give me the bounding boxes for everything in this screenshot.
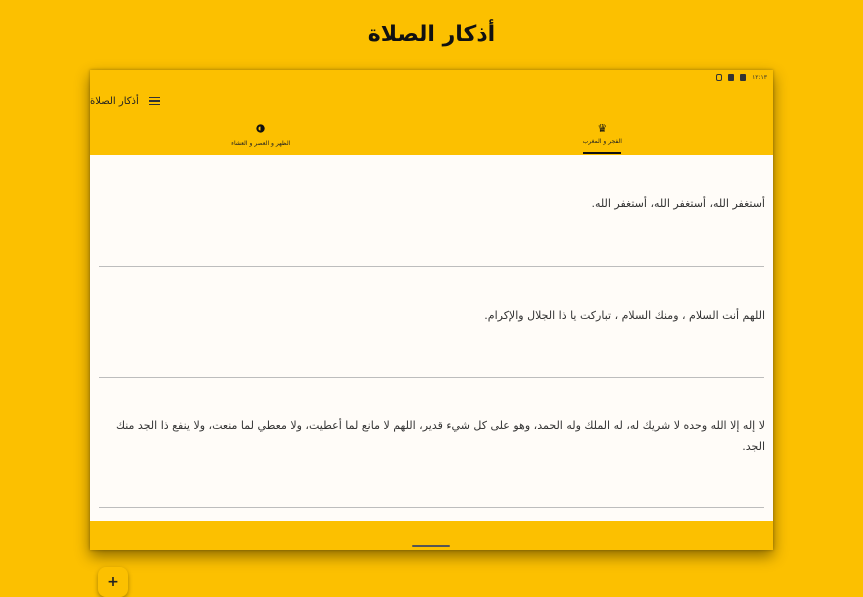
navigation-bar [90, 521, 773, 550]
tab-label: الظهر و العصر و العشاء [231, 140, 291, 147]
list-item [99, 155, 764, 267]
device-frame [90, 70, 773, 590]
home-handle[interactable] [412, 545, 450, 547]
list-item [99, 377, 764, 508]
zikr-text: اللهم أنت السلام ، ومنك السلام ، تباركت يا ذا الجلال والإكرام. [484, 309, 765, 322]
add-button[interactable]: + [98, 567, 128, 597]
zikr-text: لا إله إلا الله وحده لا شريك له، له الملك وله الحمد، وهو على كل شيء قدير، اللهم لا مانع لما أعطيت، ولا معطي لما منعت، ولا ينفع ذا الجد منك الجد. [115, 419, 765, 453]
tab-indicator [583, 152, 621, 154]
crown-icon: ♛ [597, 122, 608, 135]
zikr-text: أستغفر الله، أستغفر الله، أستغفر الله. [591, 197, 765, 210]
menu-icon[interactable] [149, 97, 160, 106]
tab-label: الفجر و المغرب [582, 138, 622, 145]
tab-dhuhr-asr-isha[interactable] [90, 120, 432, 155]
status-bar [90, 70, 773, 84]
adhkar-list [90, 155, 773, 590]
app-toolbar [90, 88, 773, 114]
notification-icon [740, 74, 746, 81]
sim-icon [728, 74, 734, 81]
sun-icon [255, 123, 266, 137]
list-item [99, 266, 764, 378]
page-title: أذكار الصلاة [367, 22, 496, 47]
tab-fajr-maghrib[interactable] [432, 120, 774, 155]
battery-icon [716, 74, 722, 81]
tab-bar [90, 120, 773, 155]
toolbar-title: أذكار الصلاة [90, 95, 139, 107]
status-time: ١٢:١٣ [752, 73, 767, 81]
